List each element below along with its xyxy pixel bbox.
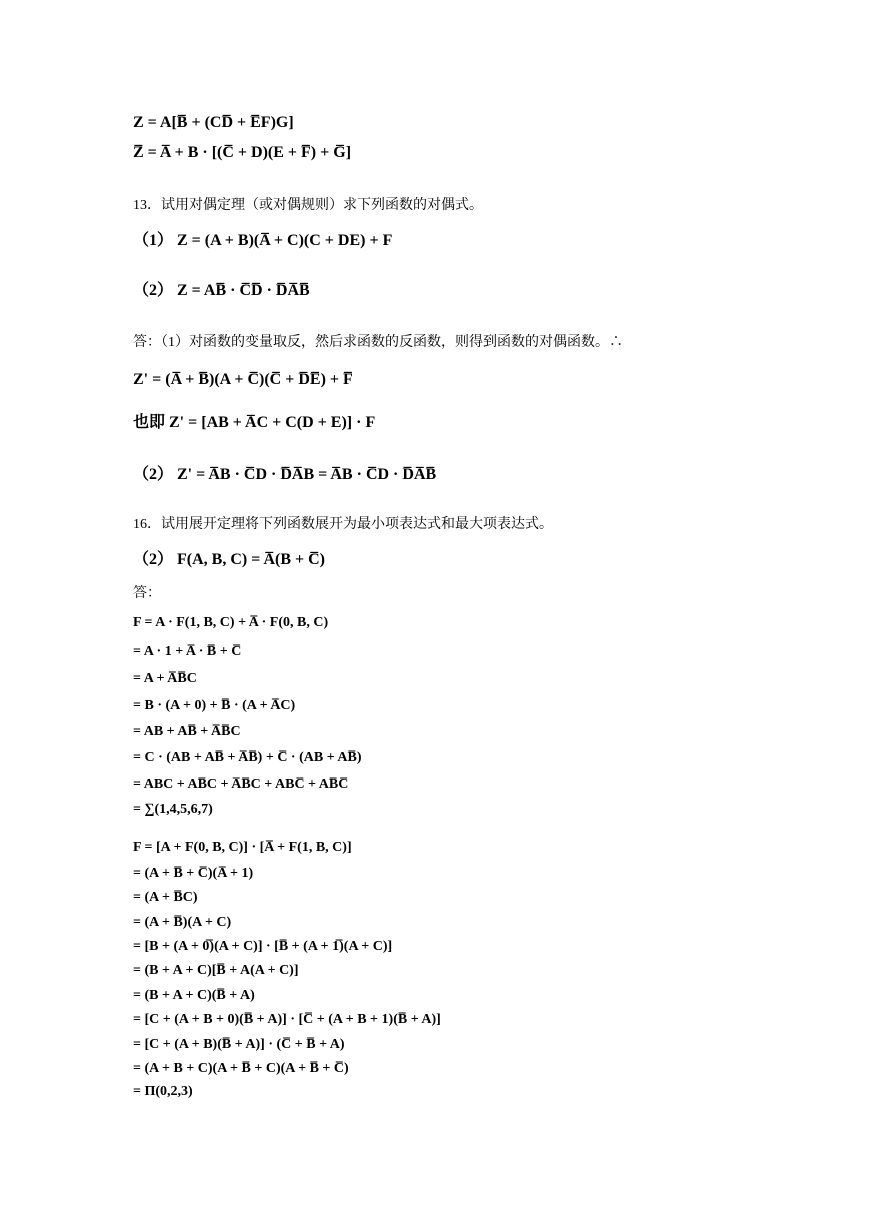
text-line-M9: = [C + (A + B)(B̅ + A)] · (C̅ + B̅ + A) xyxy=(133,1037,345,1052)
text-line-ans13-z1b: 也即 Z' = [AB + A̅C + C(D + E)] · F xyxy=(133,414,376,431)
text-line-ans13-z1: Z' = (A̅ + B̅)(A + C̅)(C̅ + D̅E̅) + F̅ xyxy=(133,371,353,388)
text-line-m6: = C · (AB + AB̅ + A̅B̅) + C̅ · (AB + AB̅) xyxy=(133,750,362,765)
text-line-M1: F = [A + F(0, B, C)] · [A̅ + F(1, B, C)] xyxy=(133,840,352,855)
text-line-m4: = B · (A + 0) + B̅ · (A + A̅C) xyxy=(133,698,296,713)
text-line-M4: = (A + B̅)(A + C) xyxy=(133,915,232,930)
text-line-M7: = (B + A + C)(B̅ + A) xyxy=(133,988,255,1003)
text-line-ans13-1: 答：（1）对函数的变量取反，然后求函数的反函数，则得到函数的对偶函数。∴ xyxy=(133,335,623,350)
text-line-z-line1: Z = A[B̅ + (CD̅ + E̅F)G] xyxy=(133,114,294,131)
text-line-m7: = ABC + AB̅C + A̅B̅C + ABC̅ + AB̅C̅ xyxy=(133,777,349,792)
text-line-M6: = (B + A + C)[B̅ + A(A + C)] xyxy=(133,963,299,978)
text-line-q13-1: （1） Z = (A + B)(A̅ + C)(C + DE) + F xyxy=(133,232,393,249)
text-line-m1: F = A · F(1, B, C) + A̅ · F(0, B, C) xyxy=(133,615,329,630)
text-line-M8: = [C + (A + B + 0)(B̅ + A)] · [C̅ + (A + B + 1)(B̅ + A)] xyxy=(133,1012,441,1027)
text-line-q13-title: 13．试用对偶定理（或对偶规则）求下列函数的对偶式。 xyxy=(133,198,483,213)
text-line-z-line2: Z̅ = A̅ + B · [(C̅ + D)(E + F̅) + G̅] xyxy=(133,144,352,161)
text-line-m2: = A · 1 + A̅ · B̅ + C̅ xyxy=(133,644,242,659)
text-line-ans13-z2: （2） Z' = A̅B · C̅D · D̅A̅B = A̅B · C̅D · D̅A̅B̅ xyxy=(133,466,437,483)
text-line-q16-2: （2） F(A, B, C) = A̅(B + C̅) xyxy=(133,551,326,568)
text-line-M11: = Π(0,2,3) xyxy=(133,1084,193,1099)
text-line-M5: = [B + (A + 0̅)(A + C)] · [B̅ + (A + 1̅)(A + C)] xyxy=(133,939,393,954)
text-line-m3: = A + A̅B̅C xyxy=(133,671,197,686)
text-line-ans16: 答： xyxy=(133,586,161,601)
text-line-M10: = (A + B + C)(A + B̅ + C)(A + B̅ + C̅) xyxy=(133,1061,349,1076)
text-line-M2: = (A + B̅ + C̅)(A̅ + 1) xyxy=(133,866,254,881)
text-line-q16-title: 16．试用展开定理将下列函数展开为最小项表达式和最大项表达式。 xyxy=(133,517,553,532)
text-line-M3: = (A + B̅C) xyxy=(133,890,198,905)
text-line-m8: = ∑(1,4,5,6,7) xyxy=(133,802,213,817)
text-line-m5: = AB + AB̅ + A̅B̅C xyxy=(133,724,241,739)
text-line-q13-2: （2） Z = AB̅ · C̅D̅ · D̅A̅B̅ xyxy=(133,282,310,299)
